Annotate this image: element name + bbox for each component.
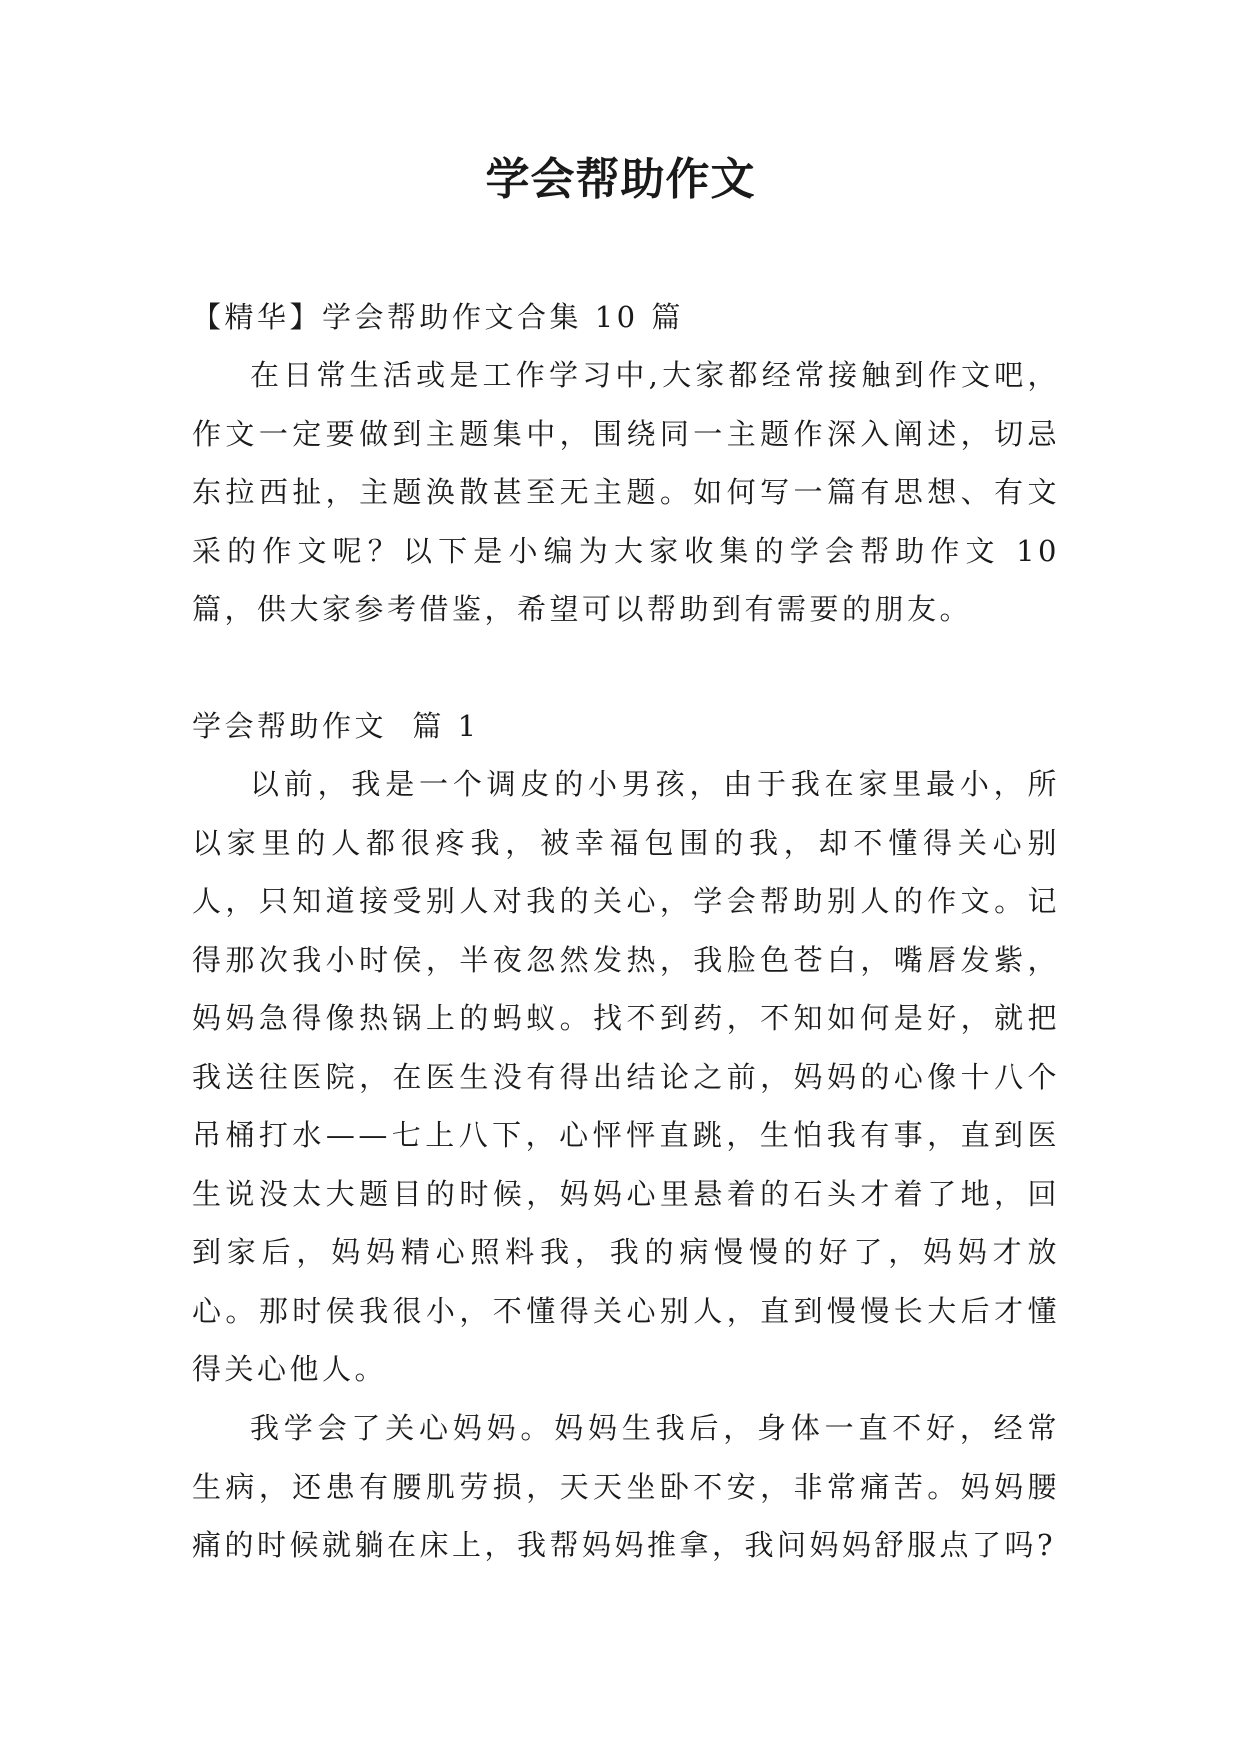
- document-title: 学会帮助作文: [485, 154, 756, 205]
- intro-paragraph: 在日常生活或是工作学习中,大家都经常接触到作文吧，作文一定要做到主题集中，围绕同一主题作深入阐述，切忌东拉西扯，主题涣散甚至无主题。如何写一篇有思想、有文采的作文呢？以下是小编为大家收集的学会帮助作文 10 篇，供大家参考借鉴，希望可以帮助到有需要的朋友。: [192, 358, 1060, 626]
- body-paragraph-2: 我学会了关心妈妈。妈妈生我后，身体一直不好，经常生病，还患有腰肌劳损，天天坐卧不安，非常痛苦。妈妈腰痛的时候就躺在床上，我帮妈妈推拿，我问妈妈舒服点了吗?: [192, 1411, 1060, 1562]
- body-paragraph-1: 以前，我是一个调皮的小男孩，由于我在家里最小，所以家里的人都很疼我，被幸福包围的我，却不懂得关心别人，只知道接受别人对我的关心，学会帮助别人的作文。记得那次我小时侯，半夜忽然发热，我脸色苍白，嘴唇发紫，妈妈急得像热锅上的蚂蚁。找不到药，不知如何是好，就把我送往医院，在医生没有得出结论之前，妈妈的心像十八个吊桶打水——七上八下，心怦怦直跳，生怕我有事，直到医生说没太大题目的时候，妈妈心里悬着的石头才着了地，回到家后，妈妈精心照料我，我的病慢慢的好了，妈妈才放心。那时侯我很小，不懂得关心别人，直到慢慢长大后才懂得关心他人。: [192, 767, 1060, 1386]
- document-subtitle: 【精华】学会帮助作文合集 10 篇: [192, 300, 684, 334]
- section-heading: 学会帮助作文 篇 1: [192, 709, 480, 743]
